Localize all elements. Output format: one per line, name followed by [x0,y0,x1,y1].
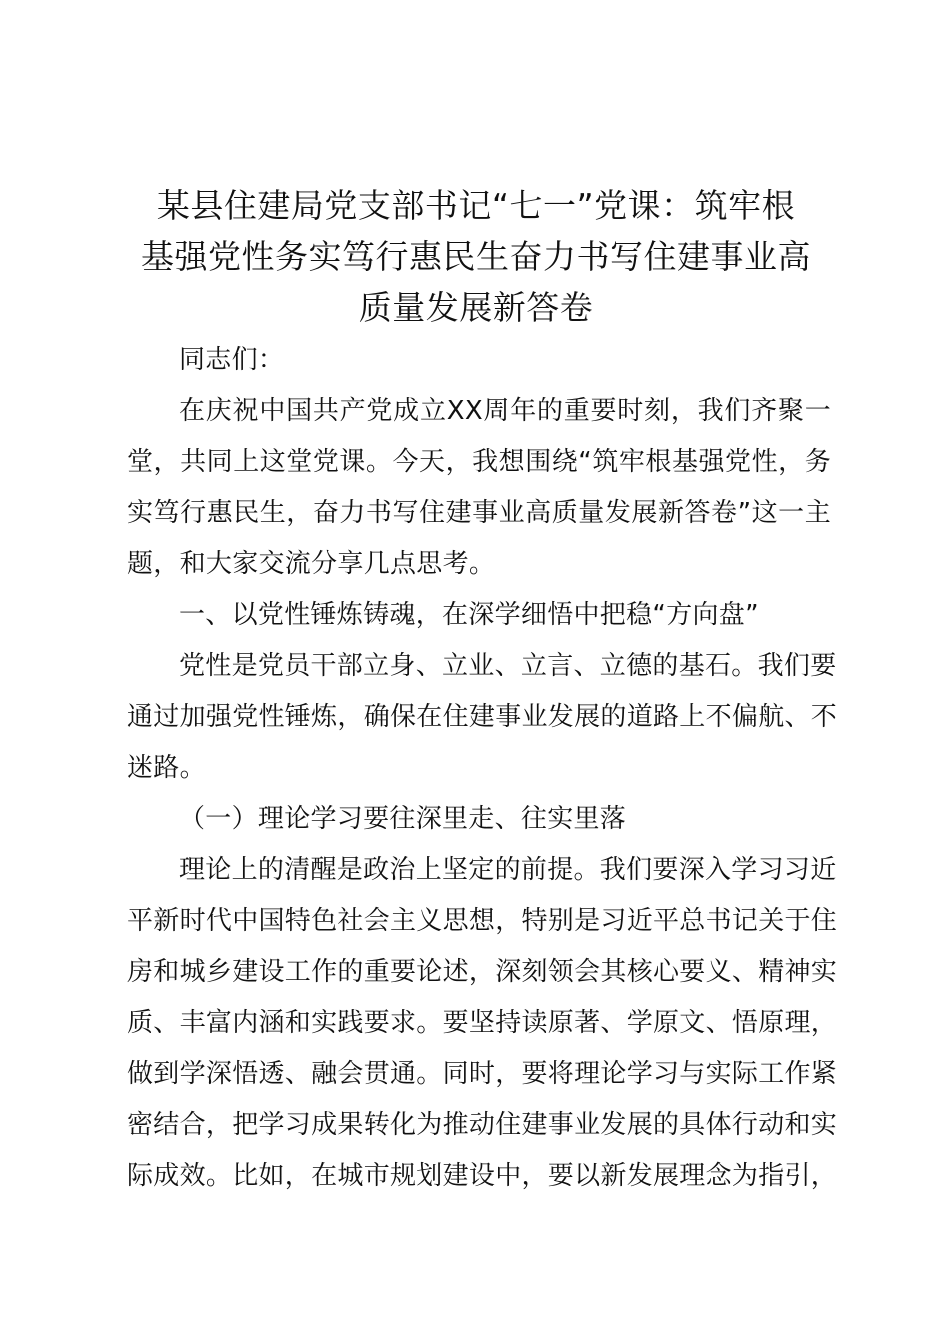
paragraph-line: 际成效。比如，在城市规划建设中，要以新发展理念为指引， [127,1161,838,1191]
subsection-paragraph [127,845,838,1202]
intro-paragraph [127,386,831,590]
section-heading: 一、以党性锤炼铸魂，在深学细悟中把稳“方向盘” [179,600,759,630]
document-body [127,335,838,1202]
title-line: 基强党性务实笃行惠民生奋力书写住建事业高 [141,237,811,276]
paragraph-line: 在庆祝中国共产党成立XX周年的重要时刻，我们齐聚一 [179,396,831,426]
paragraph-line: 房和城乡建设工作的重要论述，深刻领会其核心要义、精神实 [127,957,838,987]
paragraph-line: 迷路。 [127,753,206,783]
subsection-heading: （一）理论学习要往深里走、往实里落 [179,804,627,834]
paragraph-line: 密结合，把学习成果转化为推动住建事业发展的具体行动和实 [127,1110,838,1140]
paragraph-line: 堂，共同上这堂党课。今天，我想围绕“筑牢根基强党性，务 [127,447,831,477]
salutation: 同志们： [179,345,285,375]
paragraph-line: 党性是党员干部立身、立业、立言、立德的基石。我们要 [179,651,837,681]
paragraph-line: 理论上的清醒是政治上坚定的前提。我们要深入学习习近 [179,855,837,885]
paragraph-line: 平新时代中国特色社会主义思想，特别是习近平总书记关于住 [127,906,838,936]
title-line: 某县住建局党支部书记“七一”党课：筑牢根 [156,186,796,225]
paragraph-line: 题，和大家交流分享几点思考。 [127,549,496,579]
document-title [120,180,832,333]
paragraph-line: 做到学深悟透、融会贯通。同时，要将理论学习与实际工作紧 [127,1059,838,1089]
paragraph-line: 质、丰富内涵和实践要求。要坚持读原著、学原文、悟原理， [127,1008,838,1038]
section-paragraph [127,641,838,794]
paragraph-line: 通过加强党性锤炼，确保在住建事业发展的道路上不偏航、不 [127,702,838,732]
title-line: 质量发展新答卷 [358,288,594,327]
paragraph-line: 实笃行惠民生，奋力书写住建事业高质量发展新答卷”这一主 [127,498,831,528]
